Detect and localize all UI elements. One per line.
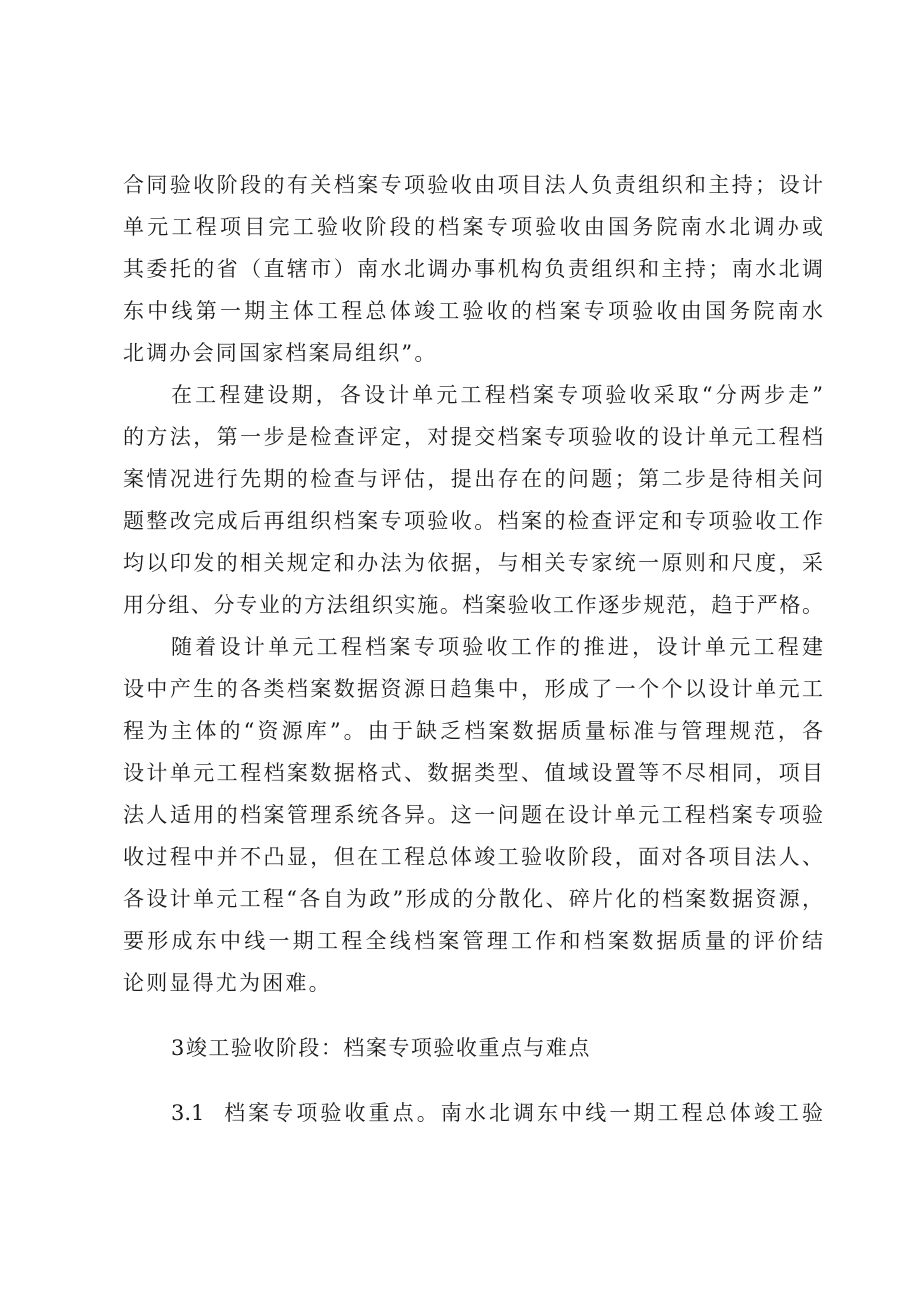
paragraph	[123, 626, 823, 1004]
text-line: 东中线第一期主体工程总体竣工验收的档案专项验收由国务院南水	[123, 299, 823, 323]
document-body	[123, 164, 823, 1134]
text-line: 论则显得尤为困难。	[123, 971, 332, 995]
subsection-line	[123, 1092, 823, 1134]
text-line: 的方法，第一步是检查评定，对提交档案专项验收的设计单元工程档	[123, 425, 823, 449]
section-heading: 3竣工验收阶段：档案专项验收重点与难点	[171, 1036, 591, 1060]
text-line: 随着设计单元工程档案专项验收工作的推进，设计单元工程建	[171, 635, 823, 659]
text-line: 均以印发的相关规定和办法为依据，与相关专家统一原则和尺度，采	[123, 551, 823, 575]
text-line: 设计单元工程档案数据格式、数据类型、值域设置等不尽相同，项目	[123, 761, 823, 785]
text-line: 收过程中并不凸显，但在工程总体竣工验收阶段，面对各项目法人、	[123, 845, 823, 869]
spacer	[123, 1004, 823, 1027]
text-line: 案情况进行先期的检查与评估，提出存在的问题；第二步是待相关问	[123, 467, 823, 491]
text-line: 其委托的省（直辖市）南水北调办事机构负责组织和主持；南水北调	[123, 257, 823, 281]
text-line: 单元工程项目完工验收阶段的档案专项验收由国务院南水北调办或	[123, 215, 823, 239]
text-line: 题整改完成后再组织档案专项验收。档案的检查评定和专项验收工作	[123, 509, 823, 533]
text-line: 用分组、分专业的方法组织实施。档案验收工作逐步规范，趋于严格。	[123, 593, 823, 617]
text-line: 合同验收阶段的有关档案专项验收由项目法人负责组织和主持；设计	[123, 173, 823, 197]
text-line: 设中产生的各类档案数据资源日趋集中，形成了一个个以设计单元工	[123, 677, 823, 701]
subsection-number: 3.1	[171, 1101, 205, 1125]
text-line: 要形成东中线一期工程全线档案管理工作和档案数据质量的评价结	[123, 929, 823, 953]
paragraph	[123, 164, 823, 374]
paragraph	[123, 374, 823, 626]
text-line: 北调办会同国家档案局组织”。	[123, 341, 438, 365]
text-line: 法人适用的档案管理系统各异。这一问题在设计单元工程档案专项验	[123, 803, 823, 827]
spacer	[123, 1069, 823, 1092]
subsection-text: 档案专项验收重点。南水北调东中线一期工程总体竣工验	[221, 1101, 823, 1125]
text-line: 程为主体的“资源库”。由于缺乏档案数据质量标准与管理规范，各	[123, 719, 823, 743]
text-line: 各设计单元工程“各自为政”形成的分散化、碎片化的档案数据资源，	[123, 887, 823, 911]
text-line: 在工程建设期，各设计单元工程档案专项验收采取“分两步走”	[171, 383, 823, 407]
